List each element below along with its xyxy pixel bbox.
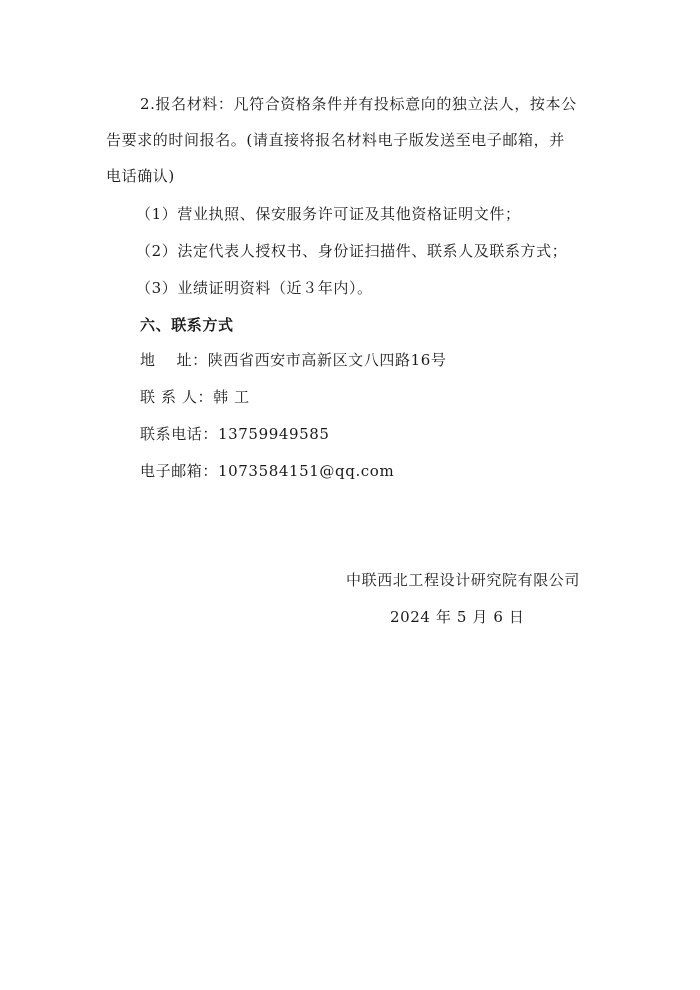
contact-person: 联 系 人：韩 工 (140, 388, 250, 406)
signature-company: 中联西北工程设计研究院有限公司 (346, 571, 581, 589)
list-item-business-license: （1）营业执照、保安服务许可证及其他资格证明文件； (136, 205, 521, 223)
signature-date: 2024 年 5 月 6 日 (390, 608, 525, 626)
contact-address: 地 址：陕西省西安市高新区文八四路16号 (140, 351, 447, 369)
para-registration-line-3: 电话确认) (106, 167, 175, 185)
list-item-authorization: （2）法定代表人授权书、身份证扫描件、联系人及联系方式； (136, 242, 568, 260)
section-heading-contact: 六、联系方式 (140, 316, 234, 334)
contact-email: 电子邮箱：1073584151@qq.com (140, 462, 395, 480)
list-item-performance-proof: （3）业绩证明资料（近３年内）。 (136, 279, 373, 297)
para-registration-line-2: 告要求的时间报名。(请直接将报名材料电子版发送至电子邮箱，并 (106, 131, 565, 149)
para-registration-line-1: 2.报名材料：凡符合资格条件并有投标意向的独立法人，按本公 (140, 95, 577, 113)
contact-phone: 联系电话：13759949585 (140, 425, 330, 443)
